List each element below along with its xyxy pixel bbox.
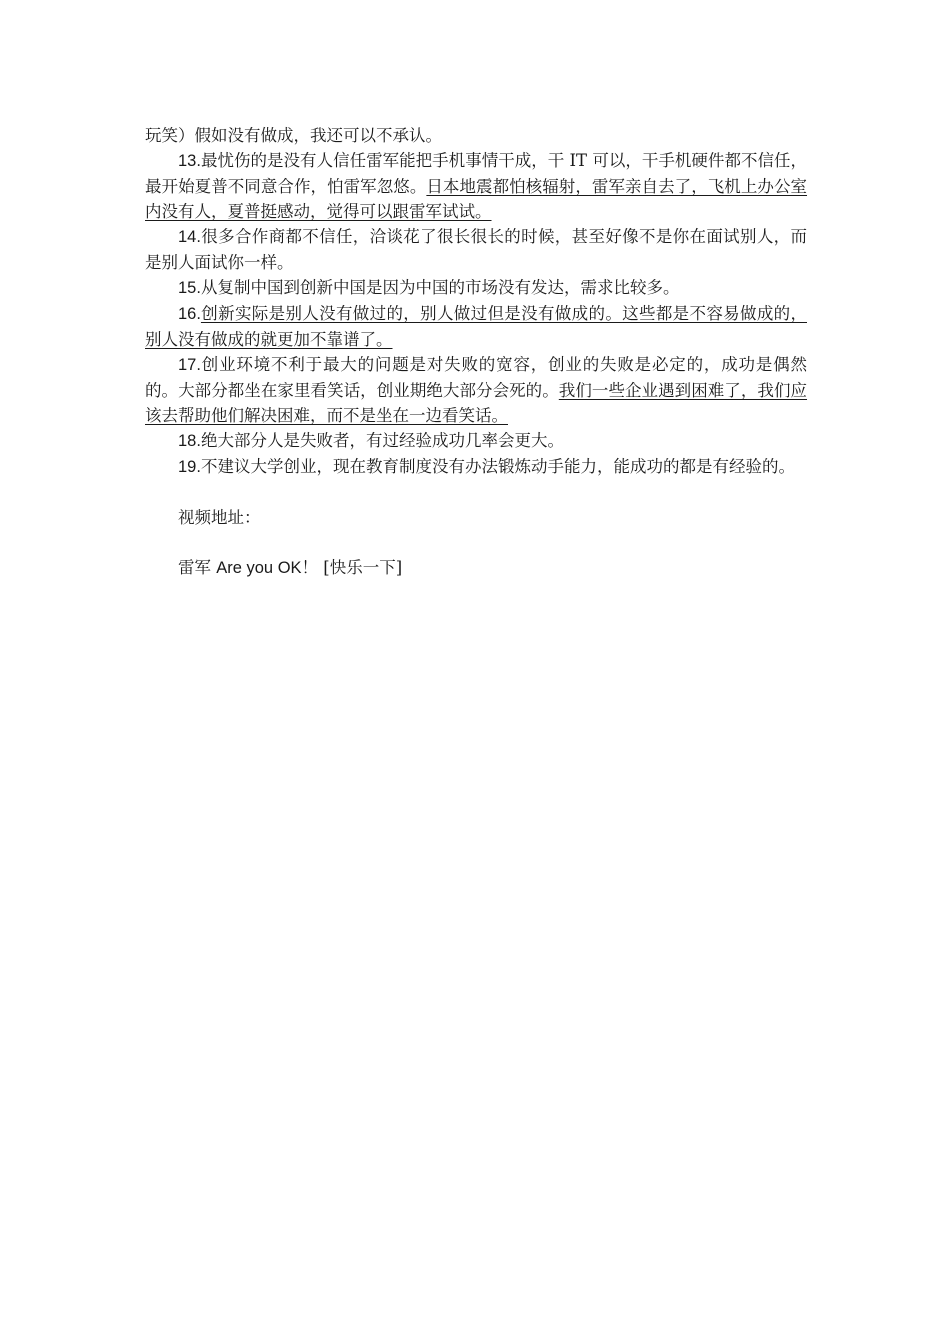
paragraph-number: 17.	[178, 356, 201, 374]
video-address-label	[145, 505, 807, 530]
paragraph-13	[145, 148, 807, 224]
paragraph-18	[145, 428, 807, 454]
video-title-suffix: ！ [快乐一下]	[301, 558, 403, 577]
paragraph-text: 玩笑）假如没有做成，我还可以不承认。	[145, 126, 442, 145]
document-body	[145, 123, 807, 581]
paragraph-15	[145, 275, 807, 301]
paragraph-number: 16.	[178, 305, 201, 323]
paragraph-16	[145, 301, 807, 352]
paragraph-text: 绝大部分人是失败者，有过经验成功几率会更大。	[200, 431, 564, 450]
paragraph-text: 创业环境不利于最大的问题是对失败的宽容，创业的失败是必定的，成功是偶然的。大部分都坐在家里看笑话，创业期绝大部分会死的。	[145, 355, 807, 400]
underlined-text: 创新实际是别人没有做过的，别人做过但是没有做成的。这些都是不容易做成的，别人没有做成的就更加不靠谱了。	[145, 304, 807, 349]
paragraph-text: 最忧伤的是没有人信任雷军能把手机事情干成，干 IT 可以，干手机硬件都不信任，最开始夏普不同意合作，怕雷军忽悠。	[145, 151, 807, 196]
spacer	[145, 530, 807, 555]
paragraph-number: 15.	[178, 279, 201, 297]
paragraph-19	[145, 454, 807, 480]
paragraph-number: 19.	[178, 458, 201, 476]
paragraph-number: 18.	[178, 432, 201, 450]
paragraph-text: 很多合作商都不信任，洽谈花了很长很长的时候，甚至好像不是你在面试别人，而是别人面试你一样。	[145, 227, 807, 272]
underlined-text: 我们一些企业遇到困难了，我们应该去帮助他们解决困难，而不是坐在一边看笑话。	[145, 381, 808, 425]
video-title-line[interactable]	[145, 555, 807, 581]
video-title-prefix: 雷军	[178, 558, 217, 577]
video-label-text: 视频地址：	[178, 508, 261, 527]
video-title-latin: Are you OK	[216, 559, 302, 577]
underlined-text: 日本地震都怕核辐射，雷军亲自去了，飞机上办公室内没有人，夏普挺感动，觉得可以跟雷军试试。	[145, 177, 808, 221]
paragraph-number: 14.	[178, 228, 201, 246]
paragraph-text: 不建议大学创业，现在教育制度没有办法锻炼动手能力，能成功的都是有经验的。	[200, 457, 795, 476]
spacer	[145, 480, 807, 505]
paragraph-text: 从复制中国到创新中国是因为中国的市场没有发达，需求比较多。	[200, 278, 680, 297]
paragraph-17	[145, 352, 807, 428]
paragraph-14	[145, 224, 807, 275]
paragraph-number: 13.	[178, 152, 201, 170]
paragraph-continuation	[145, 123, 807, 148]
